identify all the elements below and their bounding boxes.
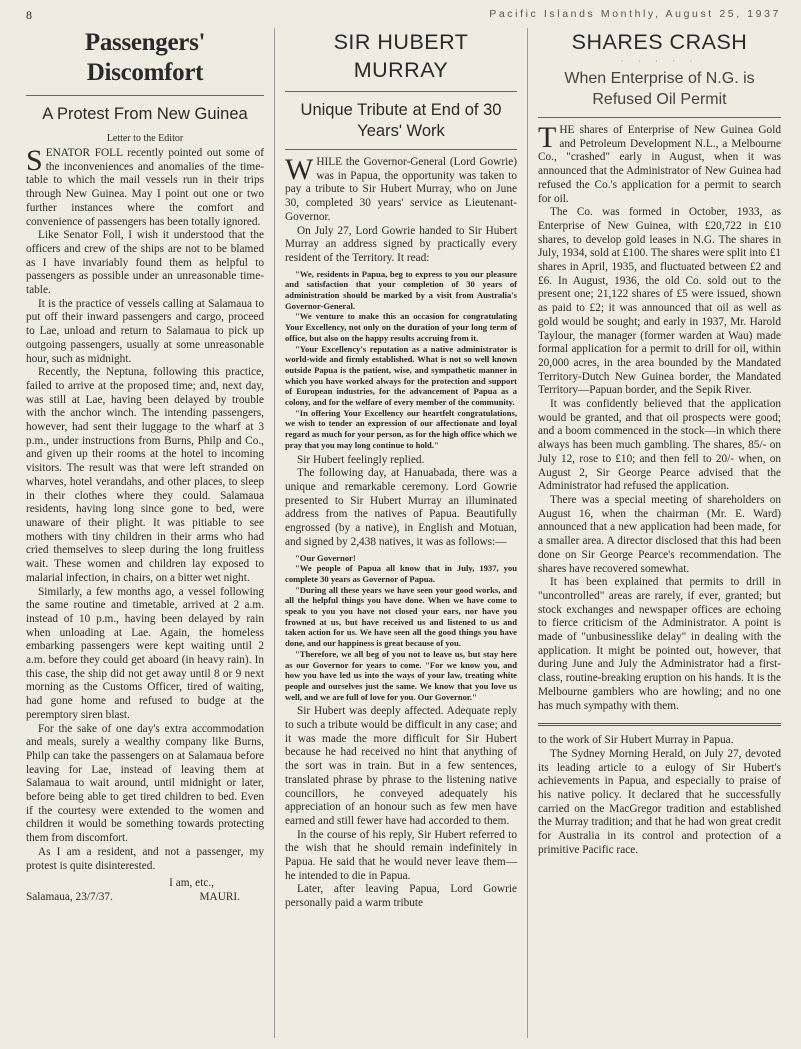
article-subtitle-shares: When Enterprise of N.G. is Refused Oil Permit <box>564 70 755 108</box>
paragraph: WHILE the Governor-General (Lord Gowrie) was in Papua, the opportunity was taken to pay a tribute to Sir Hubert Murray, who on June 30, completed 30 years' service as Lieutenant-Governor. <box>285 153 517 223</box>
paragraph: The Co. was formed in October, 1933, as Enterprise of New Guinea, with £20,722 in £10 shares, to develop gold leases in N.G. The shares in July, 1934, sold at £100. The shares were split into £1 shares in April, 1935, and fluctuated between £2 and £6. In August, 1936, the old Co. sold out to the present one; 21,122 shares of £5 were issued, shown as paid to £2; it was announced that oil as well as gold would be sought; and early in 1937, Mr. Harold Taylour, the manager (former warden at Wau) made formal application for a permit to drill for oil, within 20,000 acres, in the area bounded by the Mandated Territory-Dutch New Guinea border, the Mandated Territory—Papuan border, and the Sepik River. <box>538 206 781 397</box>
article-subtitle-passengers: A Protest From New Guinea <box>42 105 248 123</box>
subtitle-rule <box>538 117 781 118</box>
paragraph: SENATOR FOLL recently pointed out some of the inconveniences and anomalies of the time-table to which the mail vessels run in their trips through New Guinea. May I point out one or two further instances where the comfort and convenience of passengers has been totally ignored. <box>26 144 264 228</box>
signature: MAURI. <box>199 891 240 904</box>
quote-paragraph: "We venture to make this an occasion for congratulating Your Excellency, not only on the duration of your long term of office, but also on the happy results accruing from it. <box>285 311 517 343</box>
article-title-shares: SHARES CRASH <box>571 30 748 54</box>
drop-cap: T <box>538 121 557 154</box>
paragraph: THE shares of Enterprise of New Guinea Gold and Petroleum Development N.L., a Melbourne Co., "crashed" early in August, when it was announced that the Administrator of New Guinea had refused the Co.'s application for a permit to search for oil. <box>538 121 781 205</box>
paragraph: In the course of his reply, Sir Hubert referred to the wish that he should remain indefinitely in Papua. He said that he would never leave them—he intended to die in Papua. <box>285 828 517 882</box>
paragraph: Similarly, a few months ago, a vessel following the same routine and timetable, arrived at 2 a.m. instead of 10 p.m., having been delayed by rain when unloading at Lae. Again, the homeless embarking passengers were kept waiting until 2 a.m. before they could get aboard (in heavy rain). In this case, the ship did not get away until 8 or 9 next morning as the Customs Officer, tired of waiting, had gone home and refused to budge at the peremptory siren blast. <box>26 585 264 721</box>
paragraph: Like Senator Foll, I wish it understood that the officers and crew of the ships are not to be blamed as I have invariably found them as helpful to passengers as possible under an unreasonable time-table. <box>26 229 264 297</box>
paragraph: There was a special meeting of shareholders on August 16, when the chairman (Mr. E. Ward) announced that a new application had been made, for a smaller area. A director disclosed that this had been done on Sir George Pearce's recommendation. The shares have recovered somewhat. <box>538 493 781 575</box>
paragraph: Sir Hubert feelingly replied. <box>297 453 425 466</box>
running-head <box>26 8 781 30</box>
quote-paragraph: "Therefore, we all beg of you not to leave us, but stay here as our Governor for years to come. "For we know you, and how you have led us into the ways of your law, treating white people and ourselves just the same. We know that you love us well, and we are full of love for you. Our Governor." <box>285 648 517 702</box>
page-number: 8 <box>26 8 32 22</box>
article-title-passengers: Passengers' Discomfort <box>84 29 206 86</box>
paragraph: As I am a resident, and not a passenger, my protest is quite disinterested. <box>26 845 264 872</box>
quote-paragraph: "We, residents in Papua, beg to express to you our pleasure and satisfaction that your completion of 30 years of administration should be marked by a visit from Australia's Governor-General. <box>285 268 517 311</box>
paragraph: It is the practice of vessels calling at Salamaua to put off their inward passengers and cargo, proceed to Lae, unload and return to Salamaua to pick up outgoing passengers, usually at some unreasonable hour, such as midnight. <box>26 297 264 365</box>
continued-paragraph: to the work of Sir Hubert Murray in Papua. <box>538 734 734 747</box>
article-title-murray: SIR HUBERT MURRAY <box>333 30 469 82</box>
publication-line: Pacific Islands Monthly, August 25, 1937 <box>489 8 781 20</box>
paragraph: It has been explained that permits to drill in "uncontrolled" areas are rarely, if ever, granted; but stock exchanges and newspaper offices are echoing to fierce criticism of the Administrator. A point is made of "unbusinesslike delay" in dealing with the application. It might be pointed out, however, that during June and July the Administrator had a first-class, routine-breaking eruption on his hands. It is the Melbourne gamblers who are howling; and no one has much sympathy with them. <box>538 576 781 712</box>
drop-cap: S <box>26 144 43 177</box>
paragraph: Sir Hubert was deeply affected. Adequate reply to such a tribute would be difficult in any case; and it was made the more difficult for Sir Hubert because he had received no hint that anything of the sort was in train. But in a few sentences, translated phrase by phrase to the listening native councillors, he conveyed adequately his appreciation of an honour such as few men have earned and still fewer have had accorded to them. <box>285 705 517 827</box>
column-shares <box>527 28 781 1038</box>
article-columns <box>26 28 781 1038</box>
continued-paragraph: The Sydney Morning Herald, on July 27, devoted its leading article to a eulogy of Sir Hubert's achievements in Papua, and especially to praise of his native policy. It declared that he successfully carried on the MacGregor tradition and established the Murray tradition; and that he had won great credit for Australia in its control and protection of a primitive Pacific race. <box>538 747 781 856</box>
title-rule <box>285 91 517 92</box>
paragraph: It was confidently believed that the application would be granted, and that oil prospects were good; and a boom commenced in the stock—in which there always has been much gambling. The shares, 85/- on July 12, rose to £10; and then fell to 20/- when, on August 2, Sir George Pearce advised that the Administrator had refused the application. <box>538 398 781 493</box>
quote-paragraph: "We people of Papua all know that in July, 1937, you complete 30 years as Governor of Papua. <box>285 563 517 584</box>
paragraph: On July 27, Lord Gowrie handed to Sir Hubert Murray an address signed by practically every resident of the Territory. It read: <box>285 224 517 264</box>
place-date: Salamaua, 23/7/37. <box>26 891 113 904</box>
quote-paragraph: "During all these years we have seen your good works, and all the helpful things you have done. When we have come to speak to you you have not closed your ears, nor have you frowned at us, but have received us and listened to us and taken action for us. We have seen all the good things you have done, and our happiness is great because of you. <box>285 584 517 649</box>
drop-cap: W <box>285 153 314 186</box>
column-passengers <box>26 28 274 1038</box>
paragraph: The following day, at Hanuabada, there was a unique and remarkable ceremony. Lord Gowrie presented to Sir Hubert Murray an illuminated address from the natives of Papua. Beautifully engrossed (by a native), in English and Motuan, and signed by 2,438 natives, it was as follows:— <box>285 467 517 548</box>
signature-line <box>26 890 264 904</box>
section-divider <box>538 723 781 726</box>
sign-off: I am, etc., <box>169 877 214 890</box>
quote-paragraph: "Our Governor! <box>295 552 356 563</box>
paragraph: Recently, the Neptuna, following this practice, failed to arrive at the proposed time; and, next day, was still at Lae, having been delayed by trouble with the anchor winch. The intending passengers, however, had sent their luggage to the wharf at 3 p.m., under instructions from Burns, Philp and Co., and given up their rooms at the hotel to incoming visitors. The result was that were left stranded on wharves, hotel verandahs, and other places, to sleep in their clothes where they could. Salamaua residents, having long since gone to bed, were unaware of their plight. It was pitiable to see mothers with tiny children in their arms who had cried themselves to sleep during the long fruitless wait. These women and children lay exposed to malarial infection, in chairs, on a bitter wet night. <box>26 366 264 584</box>
decorative-dots: · · · · · <box>620 56 699 66</box>
column-murray <box>274 28 527 1038</box>
article-subtitle-murray: Unique Tribute at End of 30 Years' Work <box>300 101 502 140</box>
subtitle-rule <box>285 149 517 150</box>
title-rule <box>26 95 264 96</box>
paragraph: Later, after leaving Papua, Lord Gowrie personally paid a warm tribute <box>285 883 517 910</box>
letter-kicker: Letter to the Editor <box>106 133 184 144</box>
quote-paragraph: "Your Excellency's reputation as a native administrator is world-wide and firmly established. What is not so well known outside Papua is the patient, wise, and sympathetic manner in which you have worked always for the protection and support of European industries, for the advancement of Papua as a colony, and for the welfare of every member of the community. <box>285 343 517 408</box>
paragraph: For the sake of one day's extra accommodation and meals, surely a wealthy company like Burns, Philp can take the passengers on at Salamaua before leaving for Lae, instead of leaving them at Salamaua to wait around, until midnight or later, before being able to get tired children to bed. Even if the courtesy were extended to the women and children it would be something towards protecting them from discomfort. <box>26 722 264 845</box>
quote-paragraph: "In offering Your Excellency our heartfelt congratulations, we wish to tender an expression of our affectionate and loyal regard as much for your person, as for the high office which we pray that you may long continue to hold." <box>285 407 517 450</box>
